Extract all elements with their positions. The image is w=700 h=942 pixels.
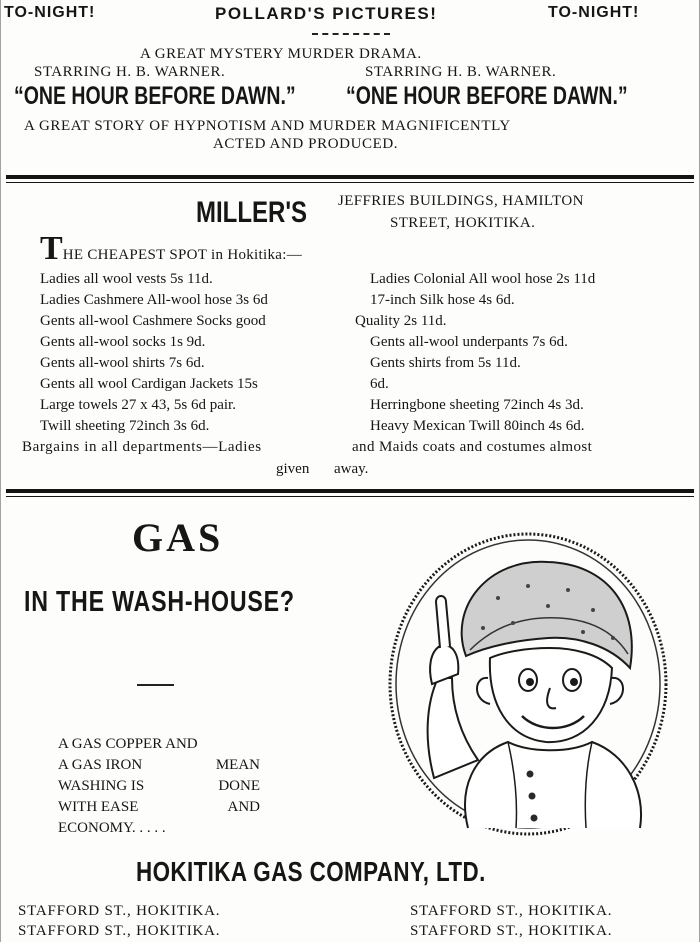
right-item-2: Quality 2s 11d. (355, 313, 447, 329)
right-item-4: Gents shirts from 5s 11d. (370, 355, 521, 371)
film-title-right: “ONE HOUR BEFORE DAWN.” (346, 82, 628, 110)
gas-body-line-3 (58, 799, 260, 816)
drop-cap: T (40, 230, 63, 267)
right-item-3: Gents all-wool underpants 7s 6d. (370, 334, 568, 350)
tonight-right: TO-NIGHT! (548, 4, 640, 21)
right-item-6: Herringbone sheeting 72inch 4s 3d. (370, 397, 584, 413)
gas-address-right-1: STAFFORD ST., HOKITIKA. (410, 903, 613, 919)
starring-left: STARRING H. B. WARNER. (34, 64, 226, 80)
gas-body-line-4 (58, 820, 166, 837)
cinema-subtitle: A GREAT MYSTERY MURDER DRAMA. (140, 46, 422, 62)
header-dashes (312, 33, 390, 35)
cinema-desc-1: A GREAT STORY OF HYPNOTISM AND MURDER MAGNIFICENTLY (24, 118, 511, 134)
left-item-3: Gents all-wool socks 1s 9d. (40, 334, 206, 350)
millers-address-1: JEFFRIES BUILDINGS, HAMILTON (338, 193, 584, 209)
gas-body-line-1 (58, 757, 260, 774)
gas-body-text: WASHING IS (58, 778, 145, 794)
divider-top (6, 175, 694, 179)
gas-body-text: WITH EASE (58, 799, 139, 815)
gas-body-text: DONE (218, 778, 260, 794)
gas-body-text: AND (227, 799, 260, 815)
gas-address-left-2: STAFFORD ST., HOKITIKA. (18, 923, 221, 939)
right-item-1: 17-inch Silk hose 4s 6d. (370, 292, 515, 308)
left-item-4: Gents all-wool shirts 7s 6d. (40, 355, 205, 371)
gas-body-line-2 (58, 778, 260, 795)
divider-mid-thin (6, 496, 694, 497)
gas-company: HOKITIKA GAS COMPANY, LTD. (136, 856, 486, 887)
gas-address-right-2: STAFFORD ST., HOKITIKA. (410, 923, 613, 939)
gas-body-line-0 (58, 736, 260, 753)
bargains-1-right: and Maids coats and costumes almost (352, 439, 593, 455)
intro-text: HE CHEAPEST SPOT in Hokitika:— (62, 247, 302, 263)
millers-address-2: STREET, HOKITIKA. (390, 215, 536, 231)
gas-body-text: ECONOMY. . . . . (58, 820, 166, 836)
right-item-5: 6d. (370, 376, 389, 392)
millers-intro (40, 230, 302, 267)
film-title-left: “ONE HOUR BEFORE DAWN.” (14, 82, 296, 110)
divider-top-thin (6, 182, 694, 183)
right-item-7: Heavy Mexican Twill 80inch 4s 6d. (370, 418, 585, 434)
tonight-left: TO-NIGHT! (4, 4, 96, 21)
cinema-desc-2: ACTED AND PRODUCED. (213, 136, 399, 152)
gas-body-text: A GAS IRON (58, 757, 143, 773)
cinema-name: POLLARD'S PICTURES! (215, 4, 438, 23)
left-item-2: Gents all-wool Cashmere Socks good (40, 313, 266, 329)
gas-question: IN THE WASH-HOUSE? (24, 586, 295, 618)
gas-headline: GAS (132, 515, 224, 560)
left-item-0: Ladies all wool vests 5s 11d. (40, 271, 213, 287)
millers-name: MILLER'S (196, 196, 308, 229)
starring-right: STARRING H. B. WARNER. (365, 64, 557, 80)
left-item-1: Ladies Cashmere All-wool hose 3s 6d (40, 292, 268, 308)
right-item-0: Ladies Colonial All wool hose 2s 11d (370, 271, 596, 287)
left-item-6: Large towels 27 x 43, 5s 6d pair. (40, 397, 236, 413)
bargains-1-left: Bargains in all departments—Ladies (22, 439, 262, 455)
gas-body-text: MEAN (215, 757, 260, 773)
left-item-5: Gents all wool Cardigan Jackets 15s (40, 376, 258, 392)
gas-body-text: A GAS COPPER AND (58, 736, 198, 752)
gas-address-left-1: STAFFORD ST., HOKITIKA. (18, 903, 221, 919)
bargains-2-right: away. (334, 461, 369, 477)
divider-mid (6, 489, 694, 493)
left-item-7: Twill sheeting 72inch 3s 6d. (40, 418, 210, 434)
short-rule (137, 684, 174, 686)
bargains-2-left: given (276, 461, 310, 477)
boy-illustration (378, 528, 678, 842)
